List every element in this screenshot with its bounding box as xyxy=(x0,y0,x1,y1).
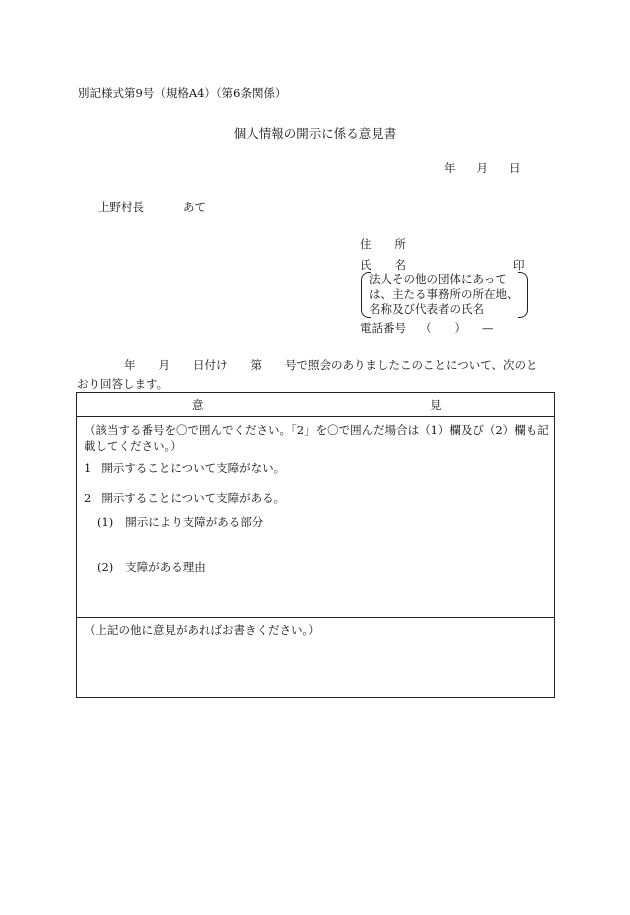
table-header xyxy=(77,393,554,417)
sub-item-1-text: 開示により支障がある部分 xyxy=(125,515,264,529)
phone-dash: — xyxy=(482,321,494,335)
other-opinion-note: （上記の他に意見があればお書きください。） xyxy=(84,623,320,637)
addressee-suffix: あて xyxy=(183,200,206,214)
option-1[interactable] xyxy=(84,460,285,476)
sub-item-1-number: (1) xyxy=(97,515,114,529)
phone-area-code: （ ） xyxy=(420,321,466,335)
seal-mark: 印 xyxy=(513,258,525,272)
sub-item-2-text: 支障がある理由 xyxy=(125,560,206,574)
form-number: 別記様式第9号（規格A4）（第6条関係） xyxy=(78,86,287,100)
addressee-name: 上野村長 xyxy=(98,200,144,214)
option-2-text: 開示することについて支障がある。 xyxy=(101,491,286,505)
intro-line-1: 年 月 日付け 第 号で照会のありましたこのことについて、次のと xyxy=(124,358,538,372)
option-1-text: 開示することについて支障がない。 xyxy=(101,461,286,475)
document-title: 個人情報の開示に係る意見書 xyxy=(233,126,397,141)
sub-item-1 xyxy=(97,514,263,530)
corp-note-line: 名称及び代表者の氏名 xyxy=(369,302,484,316)
name-label: 氏 名 xyxy=(360,258,406,272)
phone-line xyxy=(360,320,494,336)
date-line xyxy=(444,160,542,176)
address-label: 住 所 xyxy=(360,237,406,251)
phone-label: 電話番号 xyxy=(360,321,406,335)
date-day-label: 日 xyxy=(509,161,521,175)
addressee xyxy=(98,199,206,215)
corporate-note xyxy=(361,271,528,318)
sub-item-2-number: (2) xyxy=(97,560,114,574)
corp-note-line: は、主たる事務所の所在地、 xyxy=(369,287,519,301)
option-1-number: 1 xyxy=(84,461,92,475)
opinion-table xyxy=(76,392,555,698)
header-opinion-2: 見 xyxy=(430,398,442,412)
header-opinion-1: 意 xyxy=(192,398,204,412)
right-bracket xyxy=(518,272,528,318)
instruction-text: （該当する番号を〇で囲んでください。「2」を〇で囲んだ場合は（1）欄及び（2）欄も記載してください。） xyxy=(84,423,549,453)
sub-item-2 xyxy=(97,559,206,575)
section-divider xyxy=(77,617,554,618)
option-2[interactable] xyxy=(84,490,285,506)
date-month-label: 月 xyxy=(476,161,488,175)
intro-line-2: おり回答します。 xyxy=(77,377,169,391)
date-year-label: 年 xyxy=(444,161,456,175)
option-2-number: 2 xyxy=(84,491,92,505)
corp-note-line: 法人その他の団体にあって xyxy=(369,272,507,286)
